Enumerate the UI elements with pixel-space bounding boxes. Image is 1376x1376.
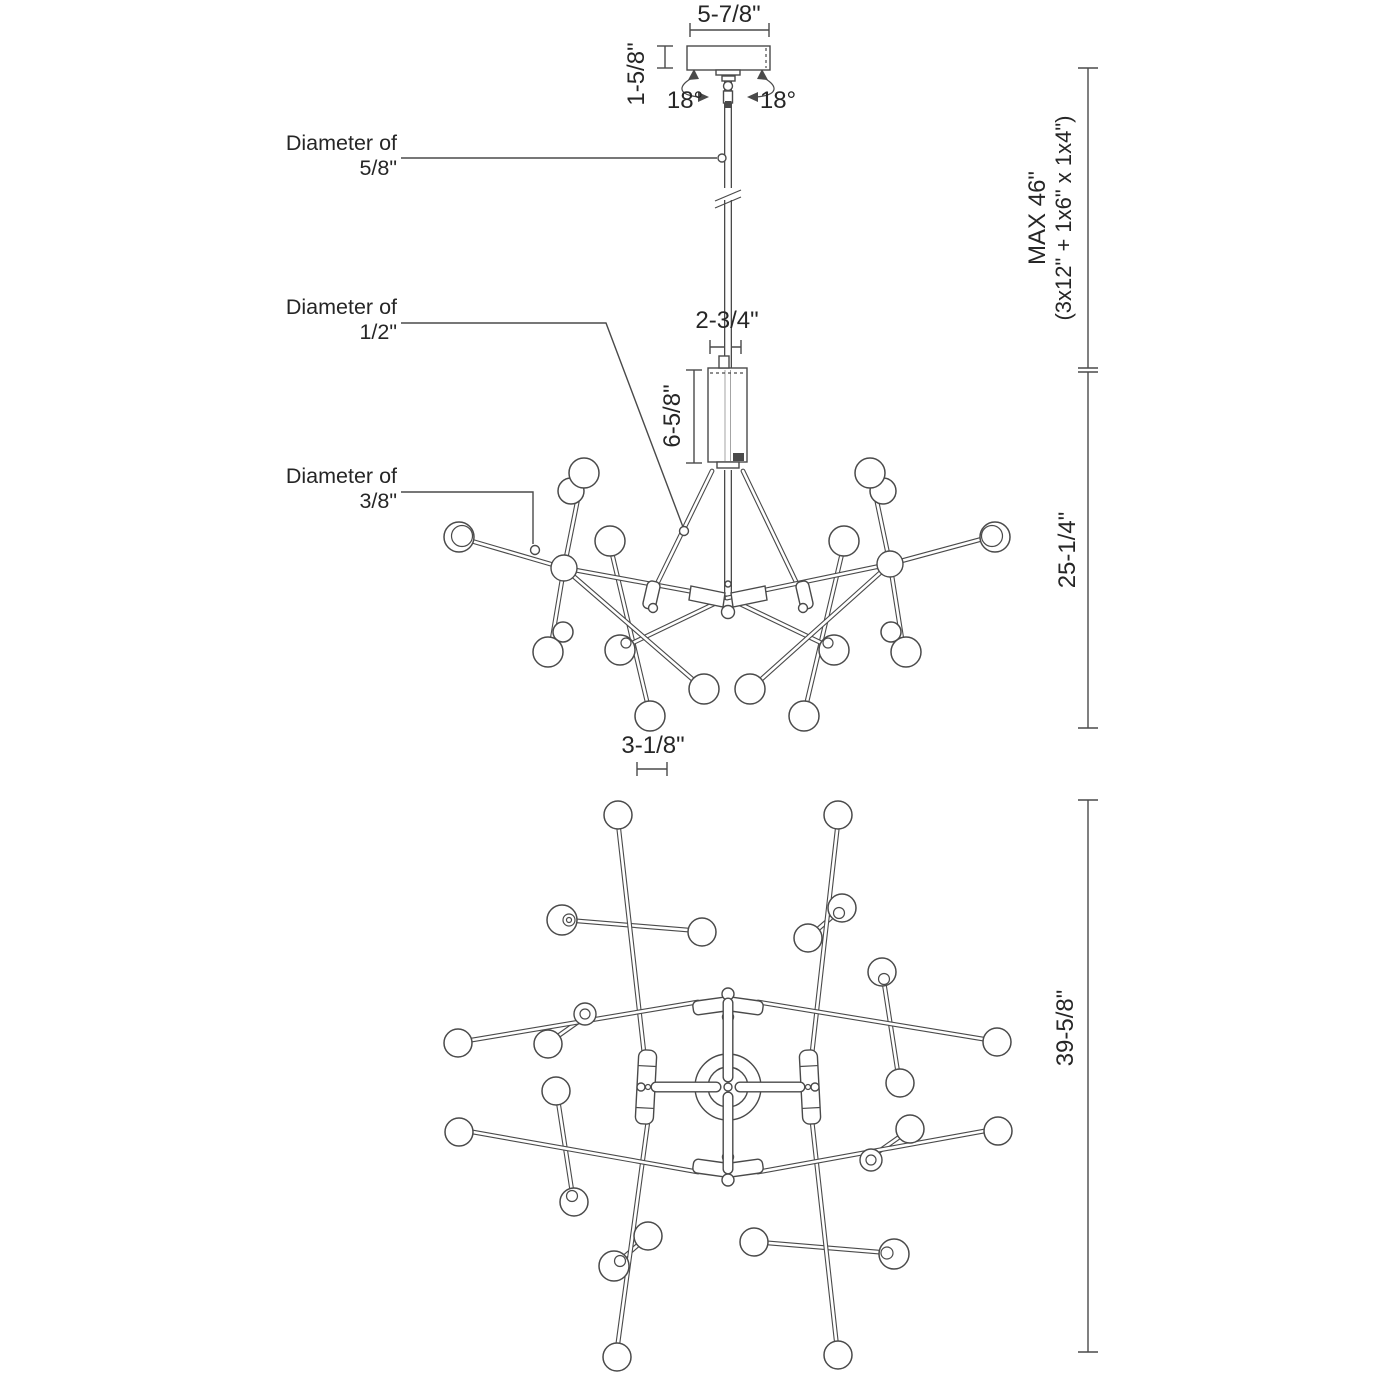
canopy-width-dimension: 5-7/8": [697, 1, 761, 28]
downrod-leader-dot: [718, 154, 726, 162]
suspension-max-height-line2: (3x12" + 1x6" x 1x4"): [1051, 115, 1076, 321]
stem-diameter-line2: 1/2": [359, 320, 397, 344]
body-height-dimension: 6-5/8": [659, 384, 686, 448]
arm-leader-dot: [531, 546, 540, 555]
elevation-connectors: [531, 546, 904, 619]
suspension-max-height-line1: MAX 46": [1024, 171, 1051, 265]
tripod: [654, 470, 800, 598]
suspension-max-height-dimension: [1025, 98, 1079, 338]
arm-diameter-label: [255, 464, 397, 514]
arm-diameter-line2: 3/8": [359, 489, 397, 513]
arm-diameter-line1: Diameter of: [285, 464, 397, 488]
plan-canopy: [656, 1003, 800, 1169]
stem-leader-dot: [680, 527, 689, 536]
stem-diameter-line1: Diameter of: [285, 295, 397, 319]
globe-diameter-dimension: 3-1/8": [621, 732, 685, 759]
body-width-dimension: 2-3/4": [695, 307, 759, 334]
fixture-height-dimension: 25-1/4": [1054, 511, 1081, 589]
swivel-angle-left-label: 18°: [666, 87, 704, 114]
downrod-diameter-label: [255, 131, 397, 181]
plan-view: [444, 801, 1012, 1371]
downrod-diameter-line2: 5/8": [359, 156, 397, 180]
canopy-height-dimension: 1-5/8": [623, 42, 650, 106]
elevation-view: [444, 46, 1010, 731]
stem-body: [708, 356, 747, 468]
swivel-angle-right-label: 18°: [759, 87, 797, 114]
plan-width-dimension: 39-5/8": [1052, 989, 1079, 1067]
downrod-diameter-line1: Diameter of: [285, 131, 397, 155]
stem-diameter-label: [255, 295, 397, 345]
